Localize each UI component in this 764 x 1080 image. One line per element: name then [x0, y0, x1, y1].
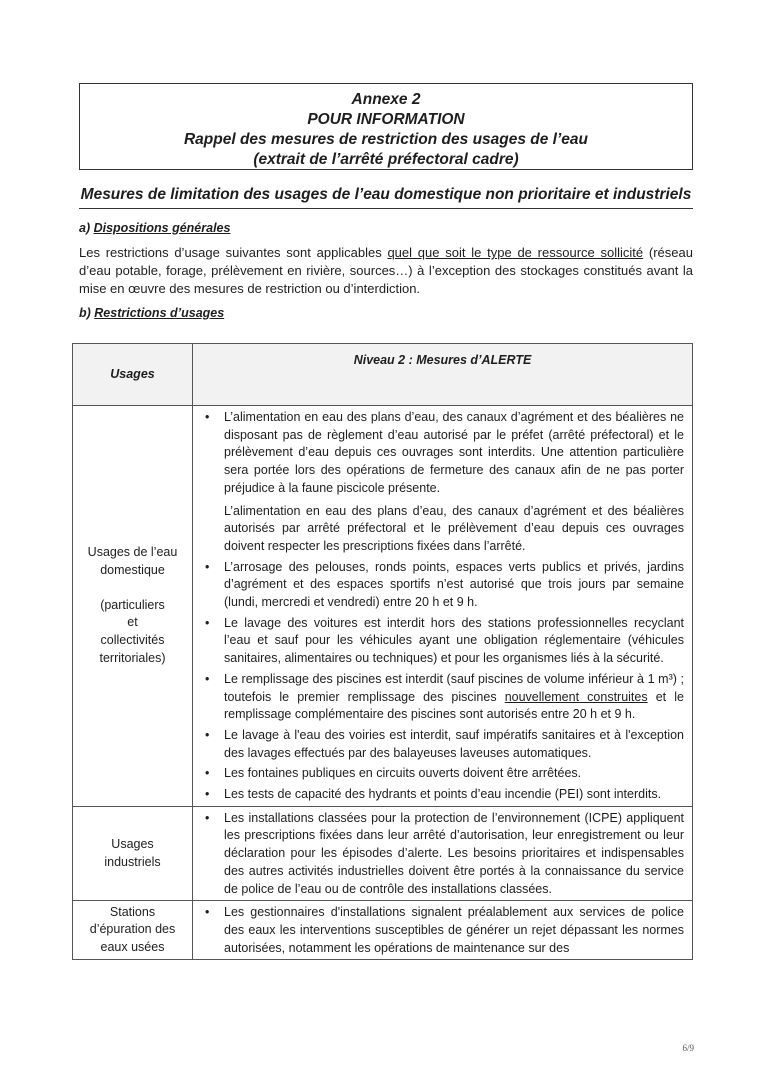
measure-hydrants: Les tests de capacité des hydrants et points d’eau incendie (PEI) sont interdits. — [224, 787, 662, 802]
measure-pools-text-2: et le remplissage complémentaire des piscines sont autorisés entre 20 h et 9 h. — [224, 689, 684, 722]
subheading-b — [79, 306, 224, 320]
measure-pools-underlined: nouvellement construites — [504, 689, 648, 704]
list-item — [205, 409, 684, 556]
domestic-label-4: et — [127, 615, 138, 630]
general-underlined-text: quel que soit le type de ressource sollicité — [387, 245, 644, 260]
bullet-icon: • — [205, 727, 210, 742]
industrial-label-2: industriels — [104, 854, 161, 869]
measure-wastewater: Les gestionnaires d'installations signalent préalablement aux services de police des eaux les interventions susceptibles de générer un rejet dépassant les normes autorisées, notamment les opérations de maintenance sur des — [224, 905, 684, 955]
list-item — [205, 727, 684, 762]
bullet-icon: • — [205, 671, 210, 686]
measure-pools — [224, 671, 684, 724]
section-title: Mesures de limitation des usages de l’eau domestique non prioritaire et industriels — [80, 186, 692, 203]
domestic-label-1: Usages de l’eau — [87, 545, 178, 560]
domestic-label-2: domestique — [100, 562, 165, 577]
domestic-label-5: collectivités — [100, 633, 165, 648]
bullet-icon: • — [205, 766, 210, 781]
annex-header-box — [79, 83, 693, 170]
measure-canals: L’alimentation en eau des plans d’eau, des canaux d’agrément et des béalières ne disposant pas de règlement d’eau autorisé par le préfet (arrêté préfectoral) et le prélèvement d’eau depuis ces ouvrages sont interdits. Une attention particulière sera portée lors des opérations de fermeture des canaux afin de ne pas porter préjudice à la faune piscicole présente. — [224, 410, 684, 495]
bullet-icon: • — [205, 787, 210, 802]
measure-icpe: Les installations classées pour la protection de l’environnement (ICPE) appliquent les prescriptions fixées dans leur arrêté d’autorisation, leur enregistrement ou leur déclaration pour les épisodes d’alerte. Les besoins prioritaires et indispensables des autres activités industrielles doivent être portés à la connaissance du service de police de l’eau ou de contrôle des installations classées. — [224, 810, 684, 896]
bullet-icon: • — [205, 810, 210, 825]
bullet-icon: • — [205, 410, 210, 424]
table-row-industrial — [73, 806, 693, 901]
bullet-icon: • — [205, 559, 210, 574]
list-item — [205, 615, 684, 668]
table-row-wastewater — [73, 901, 693, 960]
measure-fountains: Les fontaines publiques en circuits ouverts doivent être arrêtées. — [224, 766, 582, 781]
annex-heading: Rappel des mesures de restriction des usages de l’eau — [183, 131, 589, 148]
list-item — [205, 786, 684, 804]
domestic-label-3: (particuliers — [100, 597, 165, 612]
measure-pools-text-1: Le remplissage des piscines est interdit (sauf piscines de volume inférieur à 1 m³) ; toutefois le premier remplissage des piscines — [224, 671, 684, 704]
general-text-2: (réseau d’eau potable, forage, prélèvement en rivière, sources…) à l’exception des stockages constitués avant la mise en œuvre des mesures de restriction ou d’interdiction. — [79, 245, 693, 296]
section-divider — [79, 208, 693, 209]
bullet-icon: • — [205, 905, 210, 920]
general-provisions-paragraph — [79, 244, 693, 298]
list-item — [205, 765, 684, 783]
domestic-measures-list — [193, 409, 692, 806]
subheading-a-label: Dispositions générales — [93, 221, 231, 235]
list-item — [205, 904, 684, 957]
domestic-usage-cell — [73, 406, 193, 807]
measure-car-wash: Le lavage des voitures est interdit hors des stations professionnelles recyclant l’eau et sauf pour les véhicules ayant une obligation réglementaire (véhicules sanitaires, alimentaires ou techniques) et pour les organismes liés à la sécurité. — [224, 615, 684, 666]
measure-road-wash: Le lavage à l'eau des voiries est interdit, sauf impératifs sanitaires et à l'exception des lavages effectués par des balayeuses laveuses automatiques. — [224, 727, 684, 760]
wastewater-measures-cell — [193, 901, 693, 960]
restrictions-table — [72, 343, 693, 960]
annex-title: Annexe 2 — [351, 91, 421, 108]
subheading-b-prefix: b) — [79, 306, 95, 320]
wastewater-label-3: eaux usées — [100, 940, 165, 955]
subheading-a — [79, 221, 230, 235]
industrial-measures-cell — [193, 806, 693, 901]
wastewater-usage-cell — [73, 901, 193, 960]
header-usages: Usages — [73, 344, 193, 406]
wastewater-label-2: d’épuration des — [89, 922, 176, 937]
table-header-row — [73, 344, 693, 406]
measure-canals-authorized: L’alimentation en eau des plans d’eau, des canaux d’agrément et des béalières autorisés par arrêté préfectoral et le prélèvement d’eau depuis ces ouvrages doivent respecter les prescriptions fixées dans l’arrêté. — [224, 503, 684, 553]
page-number: 6/9 — [682, 1043, 694, 1053]
table-row-domestic — [73, 406, 693, 807]
list-item — [205, 559, 684, 612]
annex-source: (extrait de l’arrêté préfectoral cadre) — [253, 151, 519, 168]
wastewater-label-1: Stations — [109, 904, 156, 919]
subheading-b-label: Restrictions d’usages — [94, 306, 225, 320]
measure-watering: L’arrosage des pelouses, ronds points, espaces verts publics et privés, jardins d’agrément et des espaces sportifs n’est autorisé que trois jours par semaine (lundi, mercredi et vendredi) entre 20 h et 9 h. — [224, 559, 684, 610]
domestic-label-6: territoriales) — [99, 650, 166, 665]
bullet-icon: • — [205, 615, 210, 630]
list-item — [205, 810, 684, 899]
industrial-label-1: Usages — [111, 836, 154, 851]
industrial-usage-cell — [73, 806, 193, 901]
general-text-1: Les restrictions d’usage suivantes sont applicables — [79, 245, 388, 260]
header-alert-level: Niveau 2 : Mesures d’ALERTE — [193, 344, 693, 406]
annex-subtitle: POUR INFORMATION — [307, 111, 465, 128]
list-item — [205, 671, 684, 724]
domestic-measures-cell — [193, 406, 693, 807]
wastewater-measures-list — [193, 904, 692, 959]
industrial-measures-list — [193, 810, 692, 901]
subheading-a-prefix: a) — [79, 221, 94, 235]
